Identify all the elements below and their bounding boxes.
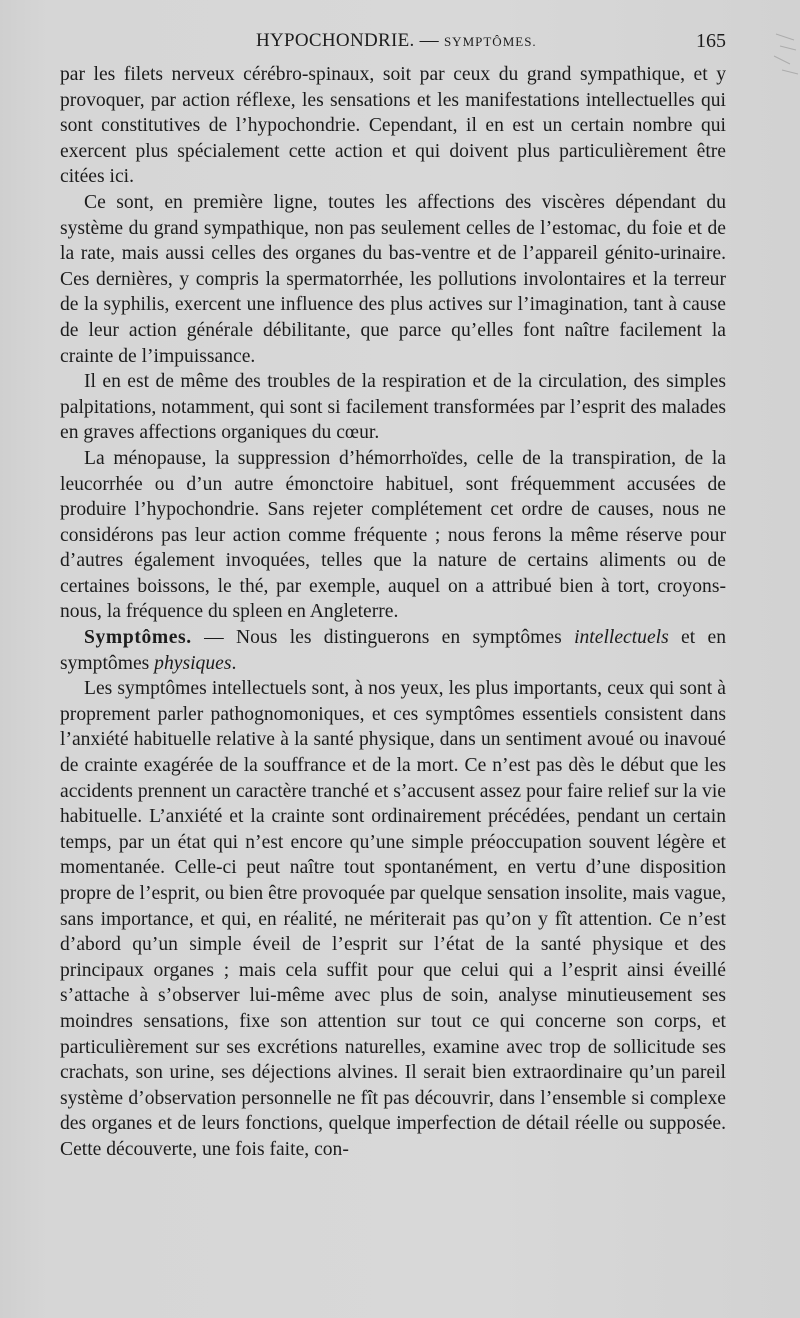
page-number: 165	[696, 30, 726, 52]
body-text	[60, 62, 726, 1163]
heading-italic-term: intellectuels	[574, 627, 669, 649]
heading-text: — Nous les distinguerons en symptômes	[191, 627, 575, 649]
section-heading-paragraph	[60, 625, 726, 676]
heading-text: .	[231, 652, 237, 674]
heading-text: et en symptômes	[60, 627, 726, 674]
paragraph-continuation: par les filets nerveux cérébro-spinaux, soit par ceux du grand sympathique, et y provoquer, par action réflexe, les sensations et les manifestations intellectuelles qui sont constitutives de l’hypochondrie. Cependant, il en est un certain nombre qui exercent plus spécialement cette action et qui doivent plus particulièrement être citées ici.	[60, 64, 726, 188]
paragraph: Il en est de même des troubles de la respiration et de la circulation, des simples palpitations, notamment, qui sont si facilement transformées par l’esprit des malades en graves affections organiques du cœur.	[60, 371, 726, 444]
paragraph: La ménopause, la suppression d’hémorrhoïdes, celle de la transpiration, de la leucorrhée ou d’un autre émonctoire habituel, sont fréquemment accusées de produire l’hypochondrie. Sans rejeter complétement cet ordre de causes, nous ne considérons pas leur action comme fréquente ; nous ferons la même réserve pour d’autres également invoquées, telles que la nature de certains aliments ou de certaines boissons, le thé, par exemple, auquel on a attribué bien à tort, croyons-nous, la fréquence du spleen en Angleterre.	[60, 447, 726, 623]
running-separator: —	[414, 30, 444, 51]
running-head	[256, 30, 537, 52]
paragraph: Ce sont, en première ligne, toutes les affections des viscères dépendant du système du grand sympathique, non pas seulement celles de l’estomac, du foie et de la rate, mais aussi celles des organes du bas-ventre et de l’appareil génito-urinaire. Ces dernières, y compris la spermatorrhée, les pollutions involontaires et la terreur de la syphilis, exercent une influence des plus actives sur l’imagination, tant à cause de leur action générale débilitante, que parce qu’elles font naître facilement la crainte de l’impuissance.	[60, 191, 726, 367]
section-heading: Symptômes.	[84, 627, 192, 649]
running-title: HYPOCHONDRIE.	[256, 30, 415, 51]
page-edge-smudge	[770, 30, 800, 100]
page-header	[60, 30, 726, 56]
running-subtitle: SYMPTÔMES.	[443, 34, 537, 49]
paragraph: Les symptômes intellectuels sont, à nos yeux, les plus importants, ceux qui sont à proprement parler pathognomoniques, et ces symptômes essentiels consistent dans l’anxiété habituelle relative à la santé physique, dans un sentiment avoué ou inavoué de crainte exagérée de la souffrance et de la mort. Ce n’est pas dès le début que les accidents prennent un caractère tranché et s’accusent assez pour faire relief sur la vie habituelle. L’anxiété et la crainte sont ordinairement précédées, pendant un certain temps, par un état qui n’est encore qu’une simple préoccupation souvent légère et momentanée. Celle-ci peut naître tout spontanément, en vertu d’une disposition propre de l’esprit, ou bien être provoquée par quelque sensation insolite, mais vague, sans importance, et qui, en réalité, ne mériterait pas qu’on y fît attention. Ce n’est d’abord qu’un simple éveil de l’esprit sur l’état de la santé physique et des principaux organes ; mais cela suffit pour que celui qui a l’esprit ainsi éveillé s’attache à s’observer lui-même avec plus de soin, analyse minutieusement ses moindres sensations, fixe son attention sur tout ce qui concerne son corps, et particulièrement sur ses excrétions naturelles, examine avec trop de sollicitude ses crachats, son urine, ses déjections alvines. Il serait bien extraordinaire qu’un pareil système d’observation personnelle ne fît pas découvrir, dans l’ensemble si complexe des organes et de leurs fonctions, quelque imperfection de détail réelle ou supposée. Cette découverte, une fois faite, con-	[60, 678, 726, 1160]
heading-italic-term: physiques	[154, 652, 232, 674]
